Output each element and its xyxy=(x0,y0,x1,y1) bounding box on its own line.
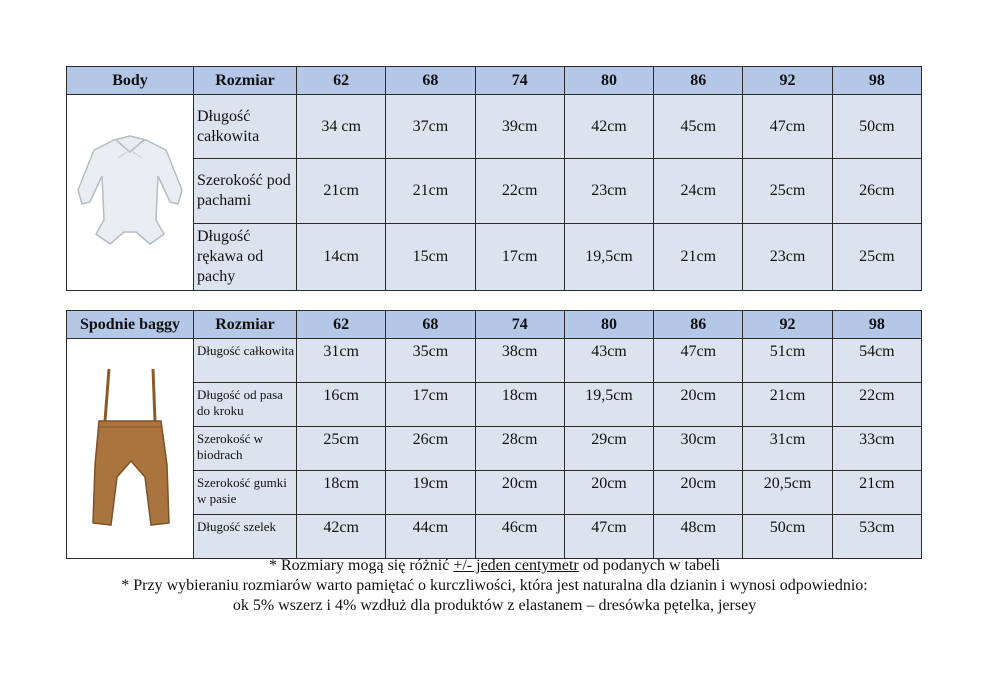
value-cell: 43cm xyxy=(564,339,653,383)
value-cell: 50cm xyxy=(832,95,921,159)
value-cell: 23cm xyxy=(564,159,653,224)
header-cell: 68 xyxy=(386,311,475,339)
table-row xyxy=(67,515,922,559)
row-label: Długość całkowita xyxy=(194,95,297,159)
value-cell: 46cm xyxy=(475,515,564,559)
value-cell: 21cm xyxy=(743,383,832,427)
row-label: Szerokość w biodrach xyxy=(194,427,297,471)
table-header-row xyxy=(67,311,922,339)
value-cell: 23cm xyxy=(743,224,832,291)
value-cell: 21cm xyxy=(386,159,475,224)
value-cell: 33cm xyxy=(832,427,921,471)
value-cell: 20cm xyxy=(654,383,743,427)
row-label: Szerokość gumki w pasie xyxy=(194,471,297,515)
table-row xyxy=(67,224,922,291)
value-cell: 22cm xyxy=(832,383,921,427)
header-cell: 86 xyxy=(654,67,743,95)
value-cell: 21cm xyxy=(654,224,743,291)
pants-photo xyxy=(67,339,194,559)
value-cell: 16cm xyxy=(297,383,386,427)
value-cell: 31cm xyxy=(297,339,386,383)
value-cell: 20cm xyxy=(475,471,564,515)
value-cell: 17cm xyxy=(386,383,475,427)
value-cell: 18cm xyxy=(297,471,386,515)
table-row xyxy=(67,471,922,515)
header-cell: Spodnie baggy xyxy=(67,311,194,339)
value-cell: 37cm xyxy=(386,95,475,159)
value-cell: 42cm xyxy=(297,515,386,559)
header-cell: Body xyxy=(67,67,194,95)
header-cell: 98 xyxy=(832,311,921,339)
value-cell: 20cm xyxy=(564,471,653,515)
table-row xyxy=(67,159,922,224)
header-cell: Rozmiar xyxy=(194,311,297,339)
value-cell: 29cm xyxy=(564,427,653,471)
value-cell: 26cm xyxy=(386,427,475,471)
value-cell: 50cm xyxy=(743,515,832,559)
header-cell: 74 xyxy=(475,67,564,95)
value-cell: 47cm xyxy=(654,339,743,383)
value-cell: 17cm xyxy=(475,224,564,291)
value-cell: 24cm xyxy=(654,159,743,224)
value-cell: 30cm xyxy=(654,427,743,471)
value-cell: 22cm xyxy=(475,159,564,224)
value-cell: 48cm xyxy=(654,515,743,559)
pants-icon xyxy=(85,365,175,533)
value-cell: 54cm xyxy=(832,339,921,383)
header-cell: 92 xyxy=(743,67,832,95)
value-cell: 39cm xyxy=(475,95,564,159)
header-cell: 74 xyxy=(475,311,564,339)
value-cell: 47cm xyxy=(564,515,653,559)
value-cell: 45cm xyxy=(654,95,743,159)
body-size-table xyxy=(66,66,922,291)
table-header-row xyxy=(67,67,922,95)
footnote-shrinkage: * Przy wybieraniu rozmiarów warto pamiętać o kurczliwości, która jest naturalna dla dzianin i wynosi odpowiednio: xyxy=(121,577,868,594)
header-cell: 68 xyxy=(386,67,475,95)
row-label: Długość całkowita xyxy=(194,339,297,383)
value-cell: 20,5cm xyxy=(743,471,832,515)
value-cell: 21cm xyxy=(297,159,386,224)
value-cell: 21cm xyxy=(832,471,921,515)
footnotes xyxy=(0,556,989,616)
footnote-text: od podanych w tabeli xyxy=(578,557,721,574)
value-cell: 25cm xyxy=(743,159,832,224)
value-cell: 51cm xyxy=(743,339,832,383)
footnote-tolerance xyxy=(0,556,989,576)
header-cell: 62 xyxy=(297,311,386,339)
value-cell: 14cm xyxy=(297,224,386,291)
value-cell: 42cm xyxy=(564,95,653,159)
value-cell: 26cm xyxy=(832,159,921,224)
header-cell: 92 xyxy=(743,311,832,339)
value-cell: 28cm xyxy=(475,427,564,471)
value-cell: 19cm xyxy=(386,471,475,515)
value-cell: 44cm xyxy=(386,515,475,559)
table-row xyxy=(67,95,922,159)
bodysuit-icon xyxy=(74,128,186,258)
header-cell: 98 xyxy=(832,67,921,95)
pants-size-table xyxy=(66,310,922,559)
value-cell: 31cm xyxy=(743,427,832,471)
header-cell: 80 xyxy=(564,67,653,95)
value-cell: 15cm xyxy=(386,224,475,291)
header-cell: 62 xyxy=(297,67,386,95)
value-cell: 35cm xyxy=(386,339,475,383)
footnote-underlined-text: +/- jeden centymetr xyxy=(453,557,579,574)
row-label: Długość od pasa do kroku xyxy=(194,383,297,427)
table-row xyxy=(67,339,922,383)
header-cell: Rozmiar xyxy=(194,67,297,95)
footnote-text: * Rozmiary mogą się różnić xyxy=(268,557,454,574)
bodysuit-photo xyxy=(67,95,194,291)
value-cell: 25cm xyxy=(297,427,386,471)
value-cell: 19,5cm xyxy=(564,224,653,291)
value-cell: 38cm xyxy=(475,339,564,383)
header-cell: 80 xyxy=(564,311,653,339)
footnote-shrinkage-detail: ok 5% wszerz i 4% wzdłuż dla produktów z elastanem – dresówka pętelka, jersey xyxy=(232,597,757,614)
value-cell: 47cm xyxy=(743,95,832,159)
table-row xyxy=(67,383,922,427)
value-cell: 20cm xyxy=(654,471,743,515)
value-cell: 19,5cm xyxy=(564,383,653,427)
row-label: Długość rękawa od pachy xyxy=(194,224,297,291)
row-label: Długość szelek xyxy=(194,515,297,559)
value-cell: 34 cm xyxy=(297,95,386,159)
value-cell: 25cm xyxy=(832,224,921,291)
value-cell: 18cm xyxy=(475,383,564,427)
row-label: Szerokość pod pachami xyxy=(194,159,297,224)
value-cell: 53cm xyxy=(832,515,921,559)
header-cell: 86 xyxy=(654,311,743,339)
table-row xyxy=(67,427,922,471)
